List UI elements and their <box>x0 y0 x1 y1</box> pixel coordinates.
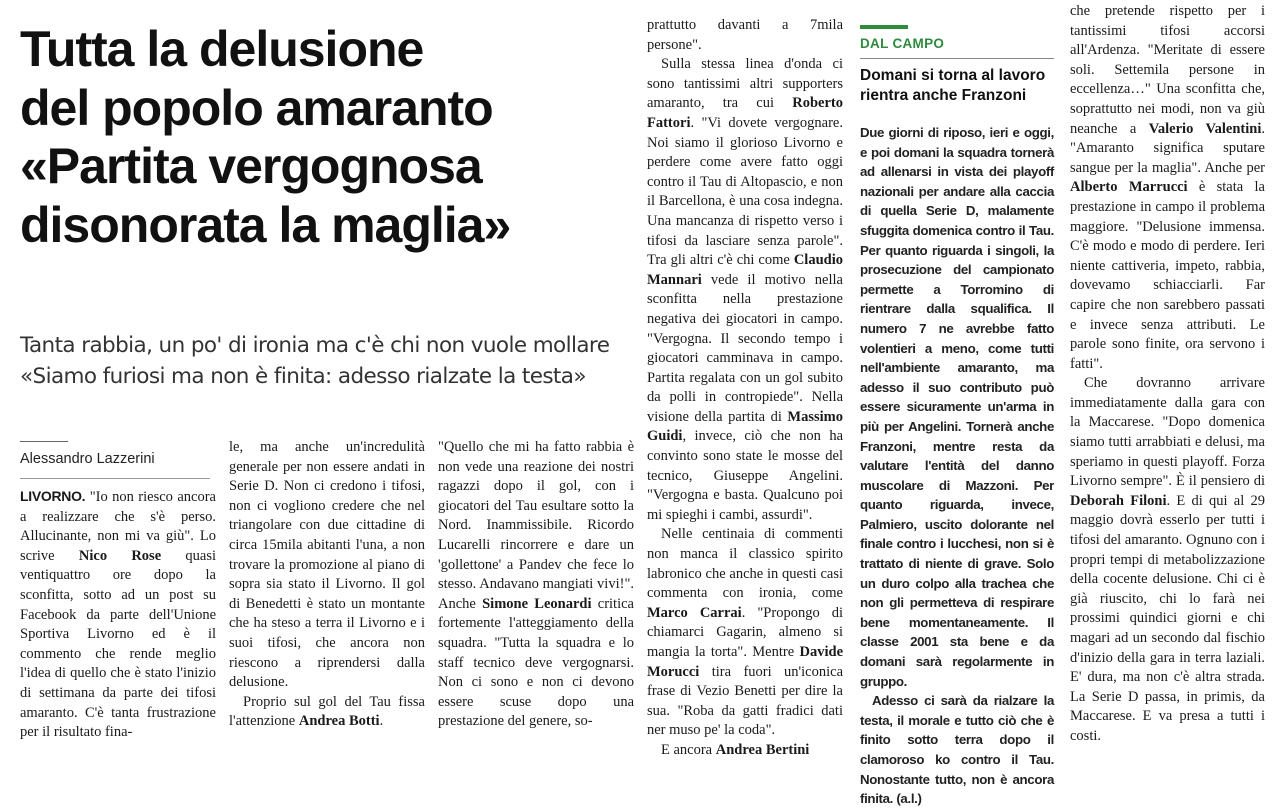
paragraph: Due giorni di riposo, ieri e oggi, e poi domani la squadra tornerà ad allenarsi in vista dei playoff nazionali per andare alla caccia di quella Serie D, malamente sfuggita domenica contro il Tau. Per quanto riguarda i singoli, la prosecuzione del campionato permette a Torromino di rientrare dalla squalifica. Il numero 7 ne avrebbe fatto volentieri a meno, come tutti nell'ambiente amaranto, ma adesso il suo contributo può essere sicuramente un'arma in più per Angelini. Tornerà anche Franzoni, mentre resta da valutare l'entità del danno muscolare di Mazzoni. Per quanto riguarda, invece, Palmiero, uscito dolorante nel finale contro i lucchesi, non si è trattato di niente di grave. Solo un duro colpo alla trachea che non gli permetteva di respirare bene momentaneamente. Il classe 2001 sta bene e da domani sarà regolarmente in gruppo. <box>860 125 1054 689</box>
box-title-line-2: rientra anche Franzoni <box>860 87 1027 104</box>
text-run: . <box>379 713 384 730</box>
quoted-name: Simone Leonardi <box>482 595 592 612</box>
quoted-name: Alberto Marrucci <box>1070 179 1188 196</box>
article-column-1 <box>20 487 216 743</box>
box-body <box>860 123 1054 809</box>
paragraph <box>20 487 216 743</box>
byline-divider-bottom <box>20 478 210 479</box>
dateline: LIVORNO. <box>20 488 86 504</box>
subtitle-line-2: «Siamo furiosi ma non è finita: adesso rialzate la testa» <box>20 364 586 389</box>
paragraph <box>647 525 843 741</box>
paragraph: prattutto davanti a 7mila persone". <box>647 17 843 53</box>
byline-divider-top <box>20 441 68 442</box>
headline-line: del popolo amaranto <box>20 79 493 136</box>
text-run: . "Amaranto significa sputare sangue per la maglia". Anche per <box>1070 120 1265 176</box>
box-title <box>860 66 1060 106</box>
text-run: è stata la prestazione in campo il problema maggiore. "Delusione immensa. C'è modo e modo di perdere. Ieri niente cattiveria, impeto, rabbia, dovevamo schiacciarli. Far capire che non sarebbero passati e invece senza attributi. Le parole sono finite, ora servono i fatti". <box>1070 179 1265 372</box>
text-run: critica fortemente l'atteggiamento della squadra. "Tutta la squadra e lo staff tecnico deve vergognarsi. Non ci sono e non ci devono essere scuse dopo una prestazione del genere, so- <box>438 595 634 730</box>
text-run: . "Propongo di chiamarci Gagarin, almeno si mangia la torta". Mentre <box>647 604 844 660</box>
article-column-6 <box>1070 2 1265 747</box>
paragraph <box>1070 374 1265 746</box>
text-run: . "Vi dovete vergognare. Noi siamo il glorioso Livorno e perdere come avere fatto oggi contro il Tau di Altopascio, e non il Barcellona, è una cosa indegna. Una mancanza di rispetto verso i tifosi da lasciare senza parole". Tra gli altri c'è chi come <box>647 114 843 269</box>
quoted-name: Nico Rose <box>78 547 162 564</box>
text-run: quasi ventiquattro ore dopo la sconfitta, sotto ad un post su Facebook da parte dell'Unione Sportiva Livorno ed è il commento che rende meglio l'idea di quello che è stato l'inizio di settimana da parte dei tifosi amaranto. C'è tanta frustrazione per il risultato fina- <box>20 547 217 741</box>
text-run: tira fuori un'iconica frase di Vezio Benetti per dire la sua. "Roba da gatti fradici dati ner muso pe' la coda". <box>647 663 843 739</box>
text-run: , invece, ciò che non ha convinto sono state le mosse del tecnico, Giuseppe Angelini. "Vergogna e basta. Qualcuno poi mi spieghi i cambi, assurdi". <box>647 428 843 523</box>
headline-line: «Partita vergognosa <box>20 138 482 194</box>
box-divider <box>860 58 1054 59</box>
text-run: "Io non riesco ancora a realizzare che s'è perso. Allucinante, non mi va giù". Lo scrive <box>20 489 216 564</box>
headline-line: Tutta la delusione <box>20 21 424 77</box>
text-run: vede il motivo nella sconfitta nella prestazione negativa dei giocatori in campo. "Vergogna. Il secondo tempo i giocatori camminava in campo. Partita regalata con un gol subito da polli in contropiede". Nella visione della partita di <box>647 271 843 425</box>
paragraph <box>438 438 634 732</box>
paragraph <box>229 693 425 732</box>
paragraph: Adesso ci sarà da rialzare la testa, il morale e tutto ciò che è finito sotto terra dopo il clamoroso ko contro il Tau. Nonostante tutto, non è ancora finita. (a.l.) <box>860 693 1054 807</box>
quoted-name: Andrea Bertini <box>715 741 810 758</box>
article-column-3 <box>438 438 634 732</box>
article-column-4 <box>647 16 843 761</box>
text-run: E ancora <box>661 741 716 758</box>
quoted-name: Valerio Valentini <box>1148 120 1262 137</box>
subtitle-line-1: Tanta rabbia, un po' di ironia ma c'è chi non vuole mollare <box>20 333 610 358</box>
byline: Alessandro Lazzerini <box>20 451 155 467</box>
paragraph <box>647 741 843 761</box>
paragraph <box>1070 2 1265 374</box>
quoted-name: Andrea Botti <box>298 713 380 730</box>
quoted-name: Marco Carrai <box>647 604 742 621</box>
subtitle <box>20 330 620 392</box>
paragraph: le, ma anche un'incredulità generale per non essere andati in Serie D. Non ci credono i tifosi, non ci vogliono credere che nel triangolare con due cittadine di circa 15mila abitanti l'una, a non trovare la promozione al piano di sopra sia stato il Livorno. Il gol di Benedetti è stato un montante che ha steso a terra il Livorno e i suoi tifosi, che ancora non riescono a riprendersi dalla delusione. <box>229 439 425 691</box>
text-run: Proprio sul gol del Tau fissa l'attenzione <box>229 693 425 730</box>
box-title-line-1: Domani si torna al lavoro <box>860 67 1046 84</box>
quoted-name: Massimo Guidi <box>647 408 843 445</box>
text-run: Che dovranno arrivare immediatamente dalla gara con la Maccarese. "Dopo domenica siamo tutti arrabbiati e delusi, ma speriamo in questi playoff. Forza Livorno sempre". È il pensiero di <box>1070 375 1265 490</box>
headline <box>20 20 620 254</box>
text-run: "Quello che mi ha fatto rabbia è non vede una reazione dei nostri ragazzi dopo il gol, con i giocatori del Tau esultare sotto la Nord. Inammissibile. Ricordo Lucarelli rincorrere e dare un 'gollettone' a Pandev che fece lo stesso. Andavano mangiati vivi!". Anche <box>438 439 634 612</box>
paragraph <box>647 55 843 525</box>
quoted-name: Deborah Filoni <box>1070 492 1167 509</box>
quoted-name: Davide Morucci <box>647 644 843 680</box>
text-run: che pretende rispetto per i tantissimi tifosi accorsi all'Ardenza. "Meritate di essere soli. Settemila persone in eccellenza…" Una sconfitta che, soprattutto nei modi, non va giù neanche a <box>1070 3 1265 137</box>
quoted-name: Claudio Mannari <box>647 252 843 288</box>
box-kicker: DAL CAMPO <box>860 36 945 51</box>
quoted-name: Roberto Fattori <box>647 95 843 131</box>
headline-line: disonorata la maglia» <box>20 196 511 253</box>
text-run: . E di qui al 29 maggio dovrà esserlo per tutti i tifosi del amaranto. Ognuno con i propri tempi di metabolizzazione della cocente delusione. Chi ci è già riuscito, chi lo farà nei prossimi quindici giorni e chi magari ad un secondo dal fischio d'inizio della gara in terra laziali. E' dura, ma non c'è altra strada. La Serie D passa, in primis, da Maccarese. E va presa a tutti i costi. <box>1070 492 1265 744</box>
kicker-accent-bar <box>860 25 908 29</box>
text-run: Sulla stessa linea d'onda ci sono tantissimi altri supporters amaranto, tra cui <box>647 56 843 112</box>
text-run: Nelle centinaia di commenti non manca il classico spirito labronico che anche in questi casi commenta con ironia, come <box>647 526 843 602</box>
article-column-2 <box>229 438 425 732</box>
